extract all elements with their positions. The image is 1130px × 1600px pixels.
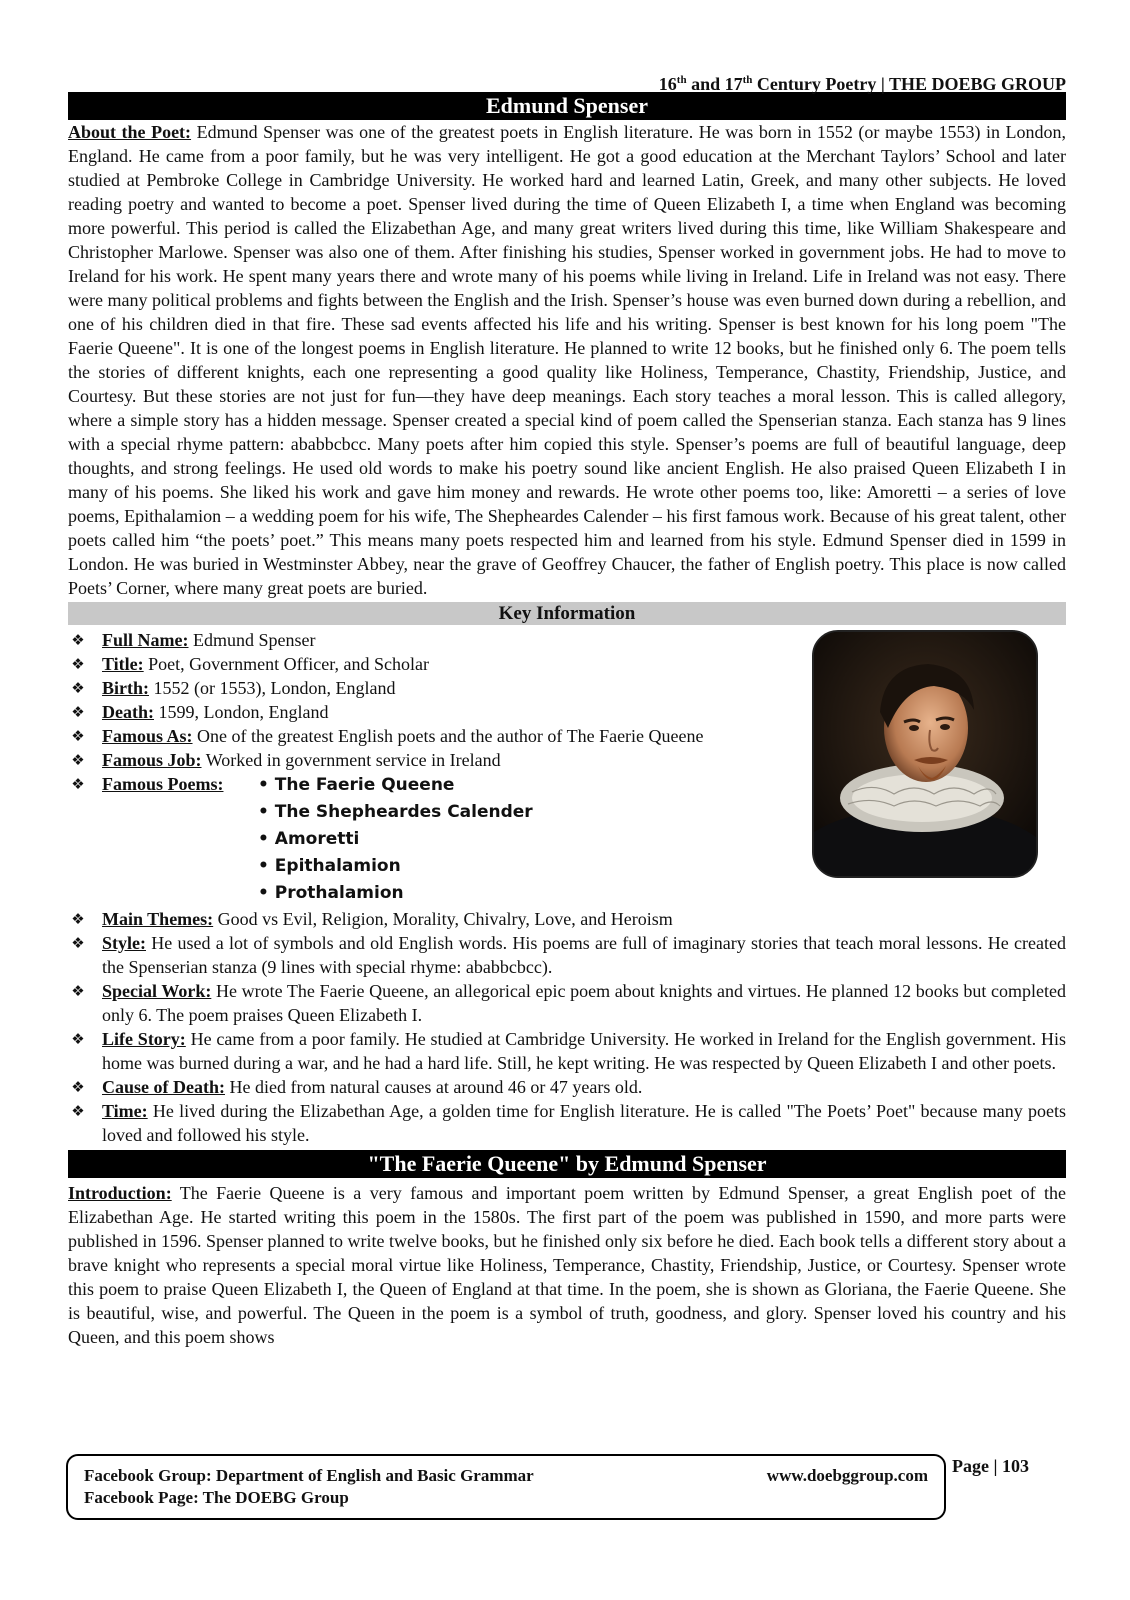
key-item bbox=[68, 1099, 1066, 1147]
key-item-label: Cause of Death: bbox=[102, 1077, 225, 1097]
key-item-label: Famous Job: bbox=[102, 750, 202, 770]
key-information-bar: Key Information bbox=[68, 602, 1066, 625]
key-item bbox=[68, 1075, 1066, 1099]
footer-facebook-group: Facebook Group: Department of English and Basic Grammar bbox=[84, 1466, 534, 1485]
key-item-text: He died from natural causes at around 46 or 47 years old. bbox=[225, 1077, 643, 1097]
about-label: About the Poet: bbox=[68, 122, 192, 142]
key-item bbox=[68, 931, 1066, 979]
key-item-text: Edmund Spenser bbox=[188, 630, 316, 650]
key-item-text: He used a lot of symbols and old English words. His poems are full of imaginary stories that teach moral lessons. He created the Spenserian stanza (9 lines with special rhyme: ababbcbcc). bbox=[102, 933, 1066, 977]
key-item-text: 1599, London, England bbox=[154, 702, 329, 722]
key-item-label: Birth: bbox=[102, 678, 149, 698]
poet-title-bar: Edmund Spenser bbox=[68, 92, 1066, 120]
key-item-label: Special Work: bbox=[102, 981, 212, 1001]
key-item-text: Poet, Government Officer, and Scholar bbox=[143, 654, 430, 674]
poem-list-item: • Epithalamion bbox=[258, 856, 401, 876]
poem-list bbox=[258, 772, 533, 907]
key-item bbox=[68, 1027, 1066, 1075]
key-item-label: Main Themes: bbox=[102, 909, 214, 929]
introduction-label: Introduction: bbox=[68, 1183, 172, 1203]
key-item-text: He came from a poor family. He studied at Cambridge University. He worked in Ireland for the English government. His home was burned during a war, and he had a hard life. Still, he kept writing. He was respected by Queen Elizabeth I and other poets. bbox=[102, 1029, 1066, 1073]
poem-list-item: • The Shepheardes Calender bbox=[258, 802, 533, 822]
faerie-queene-title-bar: "The Faerie Queene" by Edmund Spenser bbox=[68, 1150, 1066, 1178]
key-item-text: Good vs Evil, Religion, Morality, Chivalry, Love, and Heroism bbox=[213, 909, 673, 929]
poem-list-item: • Amoretti bbox=[258, 829, 360, 849]
diamond-bullet-icon: ❖ bbox=[71, 982, 85, 1000]
key-item bbox=[68, 907, 1066, 931]
poem-list-item: • The Faerie Queene bbox=[258, 775, 455, 795]
key-item-label: Full Name: bbox=[102, 630, 189, 650]
diamond-bullet-icon: ❖ bbox=[71, 910, 85, 928]
key-item-text: He lived during the Elizabethan Age, a golden time for English literature. He is called "The Poets’ Poet" because many poets loved and followed his style. bbox=[102, 1101, 1066, 1145]
key-item-text: 1552 (or 1553), London, England bbox=[149, 678, 396, 698]
footer-website-link[interactable]: www.doebggroup.com bbox=[766, 1466, 928, 1485]
diamond-bullet-icon: ❖ bbox=[71, 655, 85, 673]
diamond-bullet-icon: ❖ bbox=[71, 703, 85, 721]
introduction-text: The Faerie Queene is a very famous and important poem written by Edmund Spenser, a great English poet of the Elizabethan Age. He started writing this poem in the 1580s. The first part of the poem was published in 1590, and more parts were published in 1596. Spenser planned to write twelve books, but he finished only six before he died. Each book tells a different story about a brave knight who represents a special moral virtue like Holiness, Temperance, Chastity, Friendship, Justice, or Courtesy. Spenser wrote this poem to praise Queen Elizabeth I, the Queen of England at that time. In the poem, she is shown as Gloriana, the Faerie Queene. She is beautiful, wise, and powerful. The Queen in the poem is a symbol of truth, goodness, and glory. Spenser loved his country and his Queen, and this poem shows bbox=[68, 1183, 1066, 1347]
key-item-text: He wrote The Faerie Queene, an allegorical epic poem about knights and virtues. He planned 12 books but completed only 6. The poem praises Queen Elizabeth I. bbox=[102, 981, 1066, 1025]
about-the-poet bbox=[68, 120, 1066, 600]
diamond-bullet-icon: ❖ bbox=[71, 1102, 85, 1120]
poem-list-item: • Prothalamion bbox=[258, 883, 404, 903]
key-list-bottom bbox=[68, 907, 1066, 1147]
diamond-bullet-icon: ❖ bbox=[71, 727, 85, 745]
faerie-queene-introduction bbox=[68, 1181, 1066, 1349]
key-item-label: Style: bbox=[102, 933, 146, 953]
key-item-text: One of the greatest English poets and the author of The Faerie Queene bbox=[192, 726, 704, 746]
diamond-bullet-icon: ❖ bbox=[71, 631, 85, 649]
diamond-bullet-icon: ❖ bbox=[71, 934, 85, 952]
diamond-bullet-icon: ❖ bbox=[71, 775, 85, 793]
poet-portrait-image bbox=[812, 630, 1038, 878]
key-item-label: Title: bbox=[102, 654, 144, 674]
running-header: 16th and 17th Century Poetry | THE DOEBG GROUP bbox=[658, 74, 1066, 94]
key-information bbox=[68, 628, 1066, 1147]
diamond-bullet-icon: ❖ bbox=[71, 679, 85, 697]
key-item-label: Life Story: bbox=[102, 1029, 186, 1049]
footer-box bbox=[66, 1454, 946, 1520]
diamond-bullet-icon: ❖ bbox=[71, 1078, 85, 1096]
key-item-label: Famous As: bbox=[102, 726, 193, 746]
diamond-bullet-icon: ❖ bbox=[71, 1030, 85, 1048]
famous-poems-label: Famous Poems: bbox=[102, 774, 224, 794]
key-item bbox=[68, 979, 1066, 1027]
key-item-text: Worked in government service in Ireland bbox=[201, 750, 501, 770]
page-number: Page | 103 bbox=[952, 1456, 1029, 1476]
key-item-label: Death: bbox=[102, 702, 154, 722]
key-item-label: Time: bbox=[102, 1101, 148, 1121]
page-content bbox=[68, 70, 1066, 1349]
footer-facebook-page: Facebook Page: The DOEBG Group bbox=[84, 1488, 349, 1507]
about-text: Edmund Spenser was one of the greatest poets in English literature. He was born in 1552 (or maybe 1553) in London, England. He came from a poor family, but he was very intelligent. He got a good education at the Merchant Taylors’ School and later studied at Pembroke College in Cambridge University. He worked hard and learned Latin, Greek, and many other subjects. He loved reading poetry and wanted to become a poet. Spenser lived during the time of Queen Elizabeth I, a time when England was becoming more powerful. This period is called the Elizabethan Age, and many great writers lived during this time, like William Shakespeare and Christopher Marlowe. Spenser was also one of them. After finishing his studies, Spenser worked in government jobs. He had to move to Ireland for his work. He spent many years there and wrote many of his poems while living in Ireland. Life in Ireland was not easy. There were many political problems and fights between the English and the Irish. Spenser’s house was even burned down during a rebellion, and one of his children died in that fire. These sad events affected his life and his writing. Spenser is best known for his long poem "The Faerie Queene". It is one of the longest poems in English literature. He planned to write 12 books, but he finished only 6. The poem tells the stories of different knights, each one representing a good quality like Holiness, Temperance, Chastity, Friendship, Justice, and Courtesy. But these stories are not just for fun—they have deep meanings. Each story teaches a moral lesson. This is called allegory, where a simple story has a hidden message. Spenser created a special kind of poem called the Spenserian stanza. Each stanza has 9 lines with a special rhyme pattern: ababbcbcc. Many poets after him copied this style. Spenser’s poems are full of beautiful language, deep thoughts, and strong feelings. He used old words to make his poetry sound like ancient English. He also praised Queen Elizabeth I in many of his poems. She liked his work and gave him money and rewards. He wrote other poems too, like: Amoretti – a series of love poems, Epithalamion – a wedding poem for his wife, The Shepheardes Calender – his first famous work. Because of his great talent, other poets called him “the poets’ poet.” This means many poets respected him and learned from his style. Edmund Spenser died in 1599 in London. He was buried in Westminster Abbey, near the grave of Geoffrey Chaucer, the father of English poetry. This place is now called Poets’ Corner, where many great poets are buried. bbox=[68, 122, 1067, 598]
diamond-bullet-icon: ❖ bbox=[71, 751, 85, 769]
